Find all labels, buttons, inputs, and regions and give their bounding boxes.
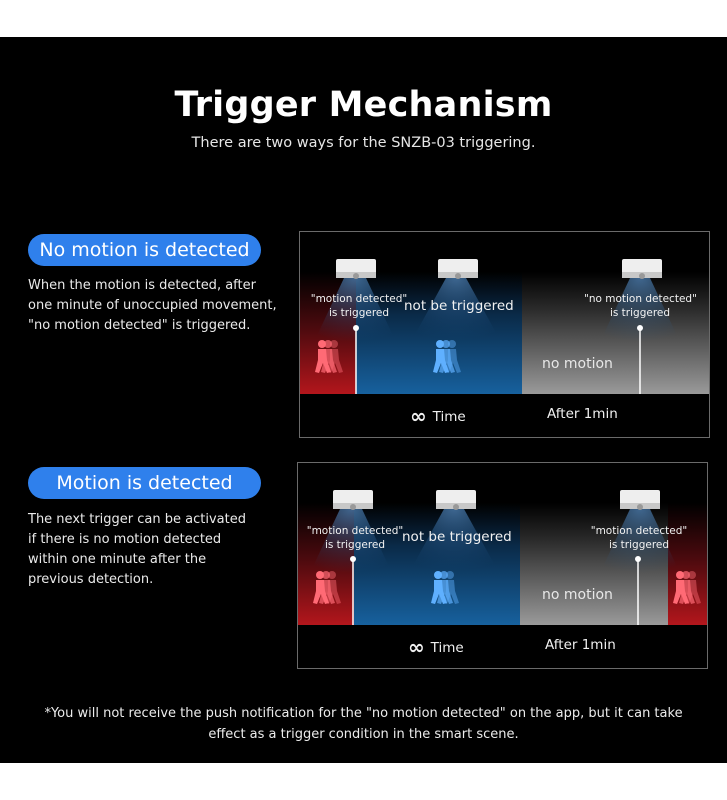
motion-description: The next trigger can be activated if there is no motion detected within one minute after the previous detection. xyxy=(28,512,246,587)
middle-label: not be triggered xyxy=(402,529,512,545)
infinity-icon: ∞ xyxy=(410,404,427,428)
right-caption-line1: "motion detected" xyxy=(590,525,688,537)
left-caption-line1: "motion detected" xyxy=(310,293,408,305)
after-1min-label: After 1min xyxy=(545,637,616,653)
infinity-icon: ∞ xyxy=(408,635,425,659)
no-motion-label: no motion xyxy=(542,356,613,372)
no-motion-diagram xyxy=(299,231,710,438)
right-caption-line2: is triggered xyxy=(609,307,671,319)
no-motion-pill: No motion is detected xyxy=(28,234,261,266)
left-caption-line1: "motion detected" xyxy=(306,525,404,537)
motion-sensor-icon xyxy=(333,490,373,510)
right-caption-line1: "no motion detected" xyxy=(584,293,697,305)
motion-sensor-icon xyxy=(436,490,476,510)
time-axis-label xyxy=(410,404,466,428)
page-subtitle: There are two ways for the SNZB-03 triggering. xyxy=(191,135,536,151)
footnote: *You will not receive the push notification for the "no motion detected" on the app, but it can take effect as a trigger condition in the smart scene. xyxy=(44,706,683,742)
right-caption-line2: is triggered xyxy=(608,539,670,551)
motion-sensor-icon xyxy=(438,259,478,279)
middle-label: not be triggered xyxy=(404,298,514,314)
time-label: Time xyxy=(430,640,464,656)
time-axis-label xyxy=(408,635,464,659)
motion-sensor-icon xyxy=(336,259,376,279)
no-motion-label: no motion xyxy=(542,587,613,603)
motion-pill: Motion is detected xyxy=(28,467,261,499)
page-title: Trigger Mechanism xyxy=(174,85,553,125)
no-motion-description: When the motion is detected, after one minute of unoccupied movement, "no motion detected" is triggered. xyxy=(28,278,277,333)
motion-sensor-icon xyxy=(620,490,660,510)
motion-sensor-icon xyxy=(622,259,662,279)
time-label: Time xyxy=(432,409,466,425)
left-caption-line2: is triggered xyxy=(328,307,390,319)
left-caption-line2: is triggered xyxy=(324,539,386,551)
after-1min-label: After 1min xyxy=(547,406,618,422)
motion-diagram xyxy=(297,462,708,669)
